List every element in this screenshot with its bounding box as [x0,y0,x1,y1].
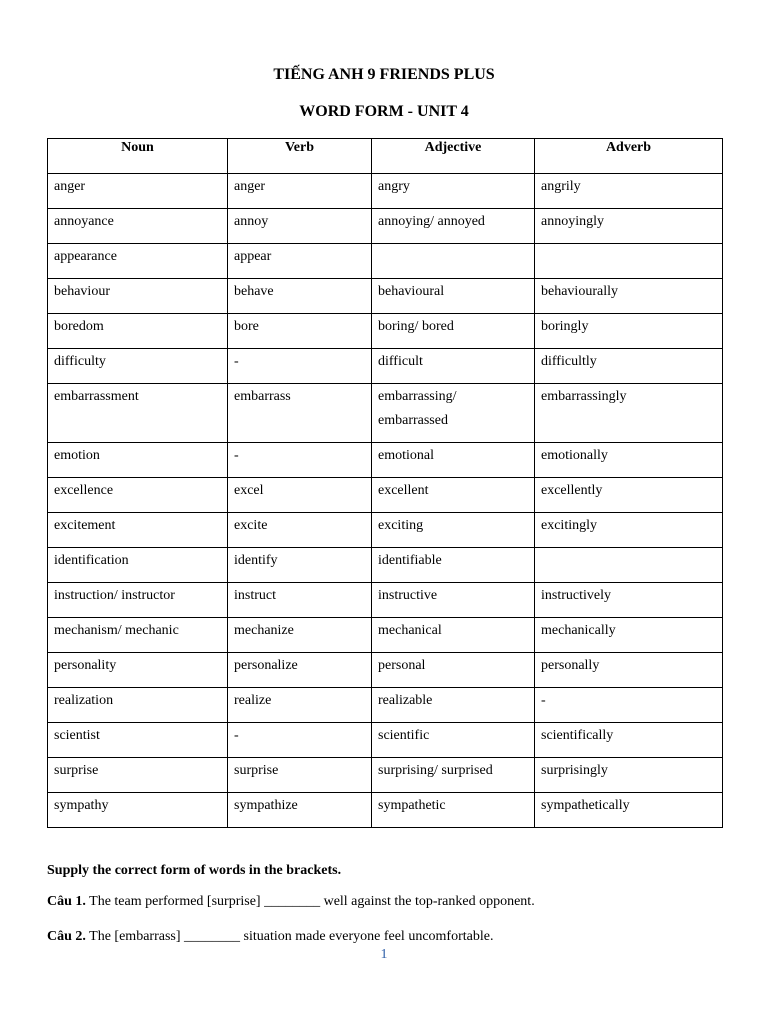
table-row [48,583,723,618]
cell-text: emotionally [541,448,608,463]
table-row [48,793,723,828]
cell-verb [228,279,372,314]
cell-text: - [234,728,239,743]
cell-text: anger [234,179,266,194]
cell-text: annoyingly [541,214,604,229]
table-body [48,174,723,828]
cell-text: mechanically [541,623,616,638]
cell-text: boringly [541,319,589,334]
cell-text: mechanical [378,623,442,638]
cell-noun [48,314,228,349]
cell-text: embarrassing/ embarrassed [378,389,457,428]
cell-text: annoying/ annoyed [378,214,485,229]
table-row [48,723,723,758]
cell-adjective [372,793,535,828]
cell-text: realization [54,693,114,708]
cell-text: excellent [378,483,429,498]
table-row [48,513,723,548]
cell-text: personal [378,658,426,673]
table-row [48,384,723,443]
question-text: The team performed [surprise] ________ well against the top-ranked opponent. [89,894,535,909]
cell-adjective [372,618,535,653]
cell-text: annoy [234,214,269,229]
cell-text [541,548,716,549]
cell-text: instruct [234,588,276,603]
cell-adverb [535,349,723,384]
cell-text: surprisingly [541,763,608,778]
cell-text: excite [234,518,268,533]
cell-noun [48,349,228,384]
cell-text: excellence [54,483,114,498]
cell-adjective [372,723,535,758]
cell-text: instructive [378,588,438,603]
cell-text: sympathetically [541,798,630,813]
cell-adverb [535,758,723,793]
cell-noun [48,478,228,513]
cell-adjective [372,548,535,583]
cell-text: excel [234,483,264,498]
cell-noun [48,618,228,653]
cell-adverb [535,209,723,244]
table-row [48,349,723,384]
cell-text: mechanism/ mechanic [54,623,179,638]
table-row [48,548,723,583]
cell-text: bore [234,319,259,334]
cell-adjective [372,513,535,548]
cell-text: mechanize [234,623,294,638]
table-row [48,443,723,478]
cell-text: angrily [541,179,581,194]
page-number: 1 [380,947,388,962]
question-1 [47,894,747,910]
cell-verb [228,758,372,793]
cell-text: realize [234,693,272,708]
cell-noun [48,513,228,548]
cell-verb [228,548,372,583]
table-row [48,314,723,349]
cell-noun [48,548,228,583]
cell-verb [228,618,372,653]
cell-text: excitingly [541,518,597,533]
cell-text: behavioural [378,284,445,299]
column-header-noun: Noun [48,139,228,174]
table-row [48,653,723,688]
cell-adjective [372,174,535,209]
column-header-adjective: Adjective [372,139,535,174]
cell-adjective [372,653,535,688]
cell-text: surprise [234,763,279,778]
table-row [48,688,723,723]
cell-verb [228,653,372,688]
cell-adverb [535,548,723,583]
cell-adjective [372,279,535,314]
cell-adjective [372,349,535,384]
cell-noun [48,653,228,688]
cell-adjective [372,758,535,793]
cell-text: sympathetic [378,798,446,813]
cell-text: behaviour [54,284,110,299]
cell-adverb [535,384,723,443]
cell-text: personalize [234,658,298,673]
cell-noun [48,174,228,209]
cell-text: identifiable [378,553,442,568]
cell-text: sympathy [54,798,109,813]
cell-noun [48,443,228,478]
exercise-instruction: Supply the correct form of words in the brackets. [47,863,342,878]
cell-adjective [372,443,535,478]
cell-verb [228,723,372,758]
cell-adverb [535,618,723,653]
cell-verb [228,478,372,513]
word-form-table [47,138,723,828]
cell-text [378,244,528,245]
cell-text: behaviourally [541,284,618,299]
table-row [48,209,723,244]
cell-noun [48,758,228,793]
cell-text: appearance [54,249,117,264]
column-header-verb: Verb [228,139,372,174]
cell-adverb [535,653,723,688]
cell-text [541,244,716,245]
cell-text: difficult [378,354,423,369]
cell-noun [48,279,228,314]
cell-text: appear [234,249,272,264]
cell-verb [228,384,372,443]
cell-verb [228,174,372,209]
cell-adjective [372,314,535,349]
cell-text: difficultly [541,354,597,369]
cell-adverb [535,513,723,548]
cell-noun [48,583,228,618]
cell-adjective [372,688,535,723]
cell-noun [48,688,228,723]
cell-adjective [372,583,535,618]
question-label: Câu 2. [47,929,86,944]
cell-text: difficulty [54,354,106,369]
cell-text: identify [234,553,278,568]
cell-adverb [535,174,723,209]
cell-text: personally [541,658,600,673]
cell-verb [228,688,372,723]
cell-text: instructively [541,588,611,603]
cell-verb [228,793,372,828]
cell-text: annoyance [54,214,114,229]
cell-text: surprising/ surprised [378,763,493,778]
cell-verb [228,314,372,349]
table-row [48,618,723,653]
cell-verb [228,349,372,384]
cell-text: anger [54,179,86,194]
cell-verb [228,443,372,478]
cell-adverb [535,723,723,758]
cell-adverb [535,279,723,314]
cell-verb [228,244,372,279]
table-row [48,758,723,793]
cell-adjective [372,384,535,443]
cell-noun [48,384,228,443]
cell-text: excitement [54,518,116,533]
table-row [48,478,723,513]
document-subtitle: WORD FORM - UNIT 4 [299,103,469,120]
cell-text: scientifically [541,728,614,743]
column-header-adverb: Adverb [535,139,723,174]
cell-adverb [535,688,723,723]
cell-adjective [372,244,535,279]
cell-adverb [535,478,723,513]
cell-noun [48,723,228,758]
table-row [48,174,723,209]
cell-adverb [535,583,723,618]
cell-adjective [372,209,535,244]
cell-text: surprise [54,763,99,778]
cell-noun [48,209,228,244]
cell-adjective [372,478,535,513]
cell-text: identification [54,553,129,568]
cell-text: embarrassingly [541,389,627,404]
cell-text: - [234,354,239,369]
cell-text: boring/ bored [378,319,454,334]
cell-text: embarrass [234,389,291,404]
cell-text: - [541,693,546,708]
question-label: Câu 1. [47,894,86,909]
cell-verb [228,209,372,244]
cell-noun [48,244,228,279]
cell-text: scientist [54,728,100,743]
cell-text: - [234,448,239,463]
cell-text: emotion [54,448,100,463]
cell-text: emotional [378,448,434,463]
table-header-row [48,139,723,174]
cell-noun [48,793,228,828]
cell-text: behave [234,284,274,299]
question-text: The [embarrass] ________ situation made everyone feel uncomfortable. [89,929,494,944]
cell-text: embarrassment [54,389,139,404]
cell-verb [228,513,372,548]
cell-text: personality [54,658,117,673]
cell-adverb [535,793,723,828]
document-title: TIẾNG ANH 9 FRIENDS PLUS [273,66,495,83]
cell-text: boredom [54,319,104,334]
cell-adverb [535,314,723,349]
table-row [48,279,723,314]
cell-adverb [535,443,723,478]
cell-text: scientific [378,728,430,743]
cell-text: instruction/ instructor [54,588,175,603]
cell-text: realizable [378,693,433,708]
cell-text: sympathize [234,798,298,813]
cell-text: angry [378,179,410,194]
cell-text: excellently [541,483,603,498]
cell-text: exciting [378,518,424,533]
cell-verb [228,583,372,618]
question-2 [47,929,747,945]
table-row [48,244,723,279]
cell-adverb [535,244,723,279]
